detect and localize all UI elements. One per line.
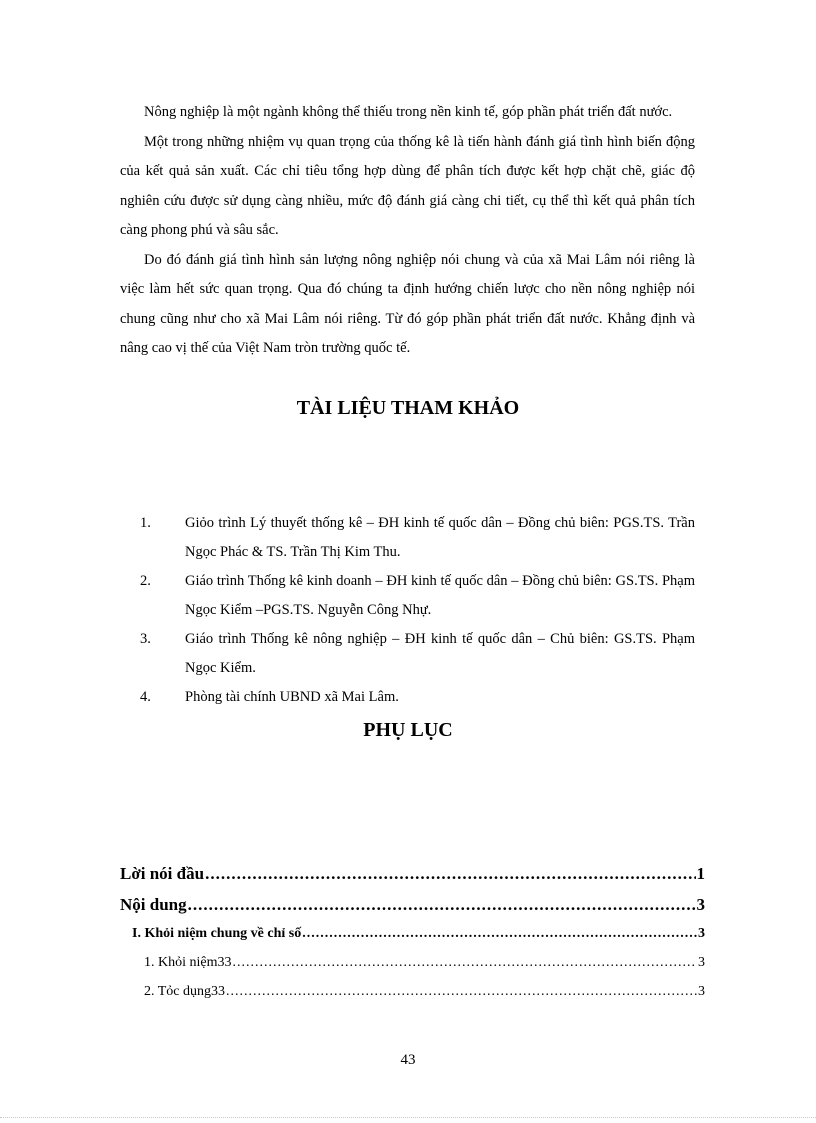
reference-text: Giáo trình Thống kê nông nghiệp – ĐH kinh tế quốc dân – Chủ biên: GS.TS. Phạm Ngọc Kiểm. [185, 631, 695, 676]
reference-text: Giáo trình Thống kê kinh doanh – ĐH kinh tế quốc dân – Đồng chủ biên: GS.TS. Phạm Ngọc Kiểm –PGS.TS. Nguyễn Công Nhự. [185, 573, 695, 618]
references-heading: TÀI LIỆU THAM KHẢO [296, 397, 520, 419]
toc-entry-label: Lời nói đầu [120, 864, 205, 883]
toc-entry-label: I. Khỏi niệm chung về chỉ số [132, 926, 302, 941]
toc-entry[interactable] [120, 926, 705, 955]
toc-entry-page: 3 [698, 984, 705, 999]
reference-item [140, 567, 695, 625]
table-of-contents [120, 864, 705, 1013]
paragraph: Do đó đánh giá tình hình sản lượng nông nghiệp nói chung và của xã Mai Lâm nói riêng là việc làm hết sức quan trọng. Qua đó chúng ta định hướng chiến lược cho nền nông nghiệp nói chung cũng như cho xã Mai Lâm nói riêng. Từ đó góp phần phát triển đất nước. Khẳng định và nâng cao vị thế của Việt Nam tròn trường quốc tế. [120, 251, 695, 356]
reference-item [140, 625, 695, 683]
reference-number: 3. [140, 631, 151, 647]
toc-entry[interactable] [120, 984, 705, 1013]
toc-leader-dots [233, 955, 698, 971]
toc-leader-dots [302, 926, 697, 942]
toc-entry-page: 1 [696, 864, 705, 883]
reference-text: Giỏo trình Lý thuyết thống kê – ĐH kinh tế quốc dân – Đồng chủ biên: PGS.TS. Trần Ngọc Phác & TS. Trần Thị Kim Thu. [185, 515, 695, 560]
page-bottom-border [0, 1117, 816, 1118]
toc-entry-page: 3 [698, 955, 705, 970]
appendix-heading: PHỤ LỤC [363, 719, 453, 741]
toc-leader-dots [205, 864, 695, 884]
reference-list [140, 509, 695, 712]
toc-entry-page: 3 [696, 895, 705, 914]
reference-number: 2. [140, 573, 151, 589]
page-number: 43 [400, 1052, 416, 1068]
paragraph: Một trong những nhiệm vụ quan trọng của thống kê là tiến hành đánh giá tình hình biến động của kết quả sản xuất. Các chỉ tiêu tổng hợp dùng để phân tích được kết hợp chặt chẽ, giác độ nghiên cứu được sử dụng càng nhiều, mức độ đánh giá càng chi tiết, cụ thể thì kết quả phân tích càng phong phú và sâu sắc. [120, 133, 695, 238]
toc-entry[interactable] [120, 955, 705, 984]
toc-leader-dots [226, 984, 697, 1000]
reference-text: Phòng tài chính UBND xã Mai Lâm. [185, 689, 399, 705]
reference-item [140, 683, 695, 712]
reference-item [140, 509, 695, 567]
toc-leader-dots [188, 895, 696, 915]
toc-entry[interactable] [120, 895, 705, 926]
toc-entry-label: Nội dung [120, 895, 187, 914]
body-text [120, 98, 695, 364]
toc-entry-label: 2. Tỏc dụng33 [144, 984, 226, 999]
paragraph: Nông nghiệp là một ngành không thể thiếu trong nền kinh tế, góp phần phát triển đất nước. [144, 104, 673, 120]
reference-number: 1. [140, 515, 151, 531]
toc-entry[interactable] [120, 864, 705, 895]
toc-entry-page: 3 [698, 926, 705, 941]
reference-number: 4. [140, 689, 151, 705]
toc-entry-label: 1. Khỏi niệm33 [144, 955, 232, 970]
